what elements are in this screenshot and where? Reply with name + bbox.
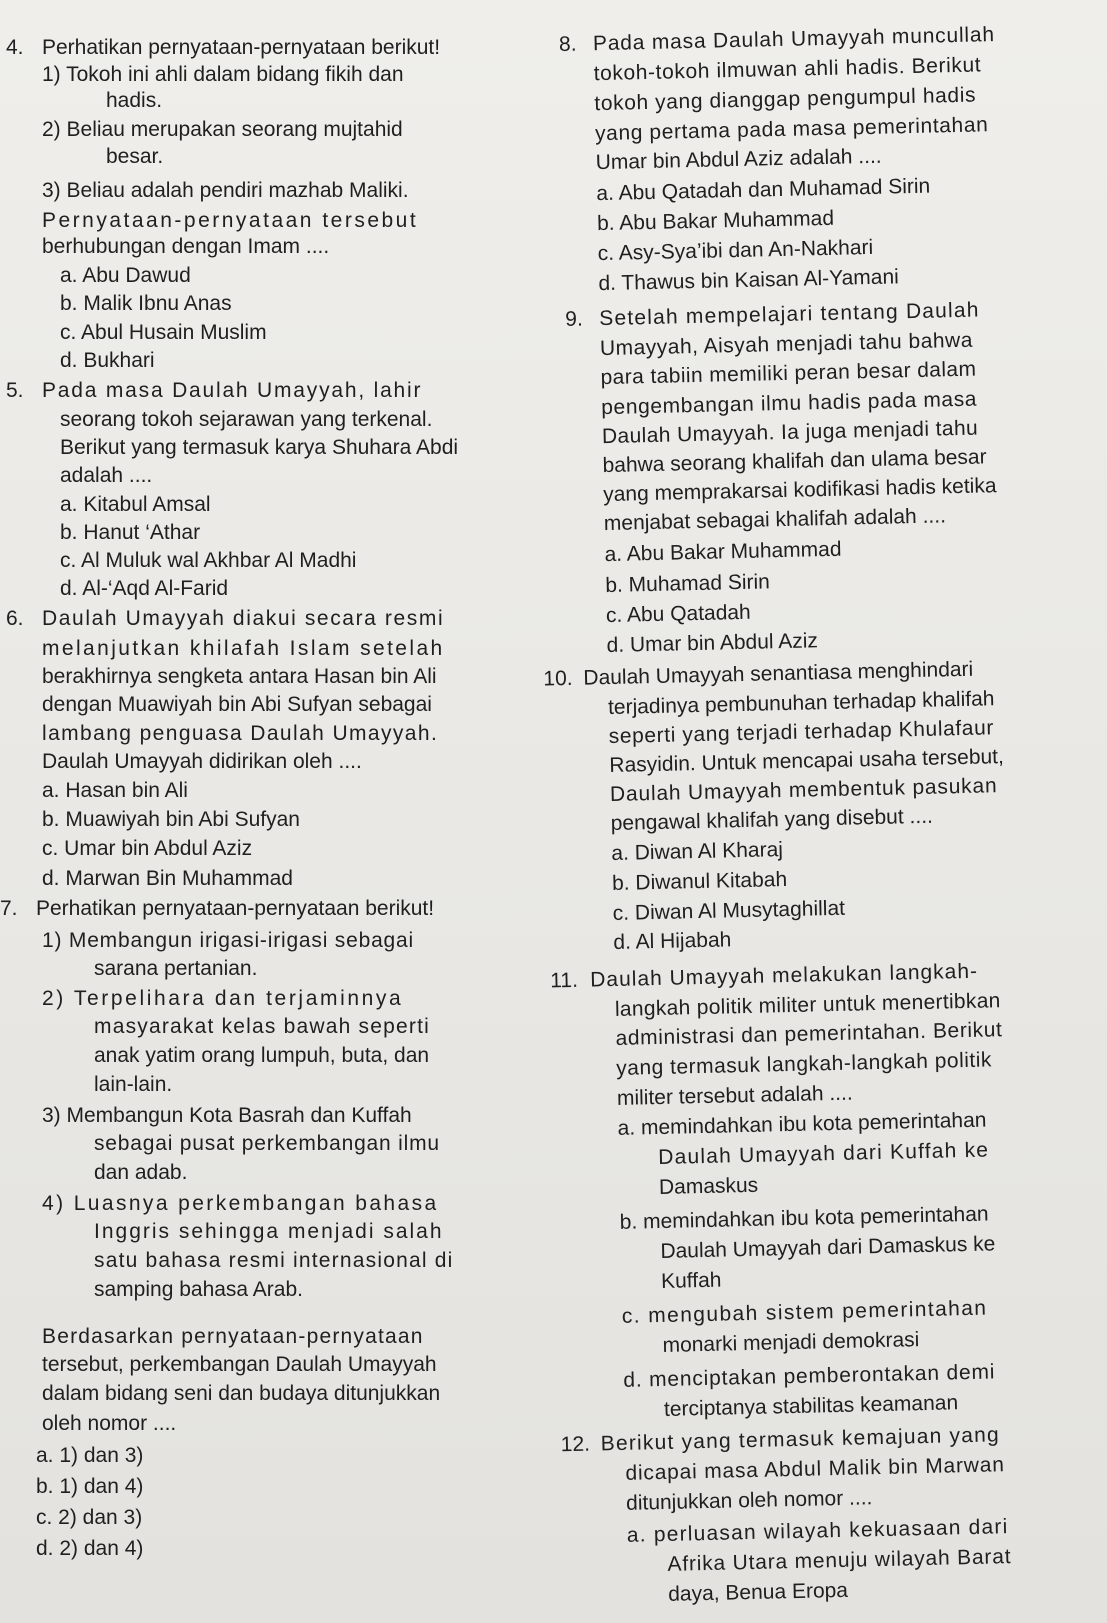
q12-option-a-cont: daya, Benua Eropa (667, 1578, 849, 1606)
q5-option-b[interactable]: b. Hanut ‘Athar (60, 521, 201, 544)
q10-line: Daulah Umayyah senantiasa menghindari (583, 657, 974, 690)
q11-line: yang termasuk langkah-langkah politik (615, 1048, 993, 1080)
q10-option-a[interactable]: a. Diwan Al Kharaj (611, 838, 784, 866)
q9-option-a[interactable]: a. Abu Bakar Muhammad (604, 537, 842, 567)
q6-line: berakhirnya sengketa antara Hasan bin Ali (42, 665, 437, 688)
q8-line: tokoh-tokoh ilmuwan ahli hadis. Berikut (593, 53, 982, 86)
q10-option-b[interactable]: b. Diwanul Kitabah (611, 868, 788, 895)
q6-option-d[interactable]: d. Marwan Bin Muhammad (42, 867, 293, 890)
q8-line: Umar bin Abdul Aziz adalah .... (595, 144, 882, 175)
q6-line: Daulah Umayyah didirikan oleh .... (42, 750, 362, 773)
q8-option-b[interactable]: b. Abu Bakar Muhammad (596, 206, 835, 236)
q7-statement: satu bahasa resmi internasional di (94, 1249, 454, 1272)
q11-line: langkah politik militer untuk menertibkan (614, 989, 1001, 1021)
q6-line: lambang penguasa Daulah Umayyah. (42, 722, 439, 745)
q5-line: Pada masa Daulah Umayyah, lahir (42, 379, 423, 402)
q6-option-b[interactable]: b. Muawiyah bin Abi Sufyan (42, 808, 300, 831)
q7-statement: 4) Luasnya perkembangan bahasa (42, 1192, 439, 1215)
q12-line: dicapai masa Abdul Malik bin Marwan (625, 1453, 1005, 1485)
q7-question: Berdasarkan pernyataan-pernyataan (42, 1325, 424, 1348)
q7-option-b[interactable]: b. 1) dan 4) (36, 1475, 144, 1498)
q11-line: Daulah Umayyah melakukan langkah- (589, 959, 979, 992)
q7-statement: 1) Membangun irigasi-irigasi sebagai (42, 929, 414, 952)
q4-number: 4. (6, 36, 24, 59)
q11-option-d[interactable]: d. menciptakan pemberontakan demi (623, 1360, 996, 1392)
q4-statement: 1) Tokoh ini ahli dalam bidang fikih dan (42, 63, 404, 86)
q11-option-a[interactable]: a. memindahkan ibu kota pemerintahan (617, 1108, 987, 1140)
q7-statement: sebagai pusat perkembangan ilmu (94, 1132, 440, 1155)
q10-line: terjadinya pembunuhan terhadap khalifah (607, 687, 995, 720)
q4-option-d[interactable]: d. Bukhari (60, 349, 155, 372)
q6-option-a[interactable]: a. Hasan bin Ali (42, 779, 188, 802)
q11-line: administrasi dan pemerintahan. Berikut (615, 1018, 1003, 1050)
q11-option-c[interactable]: c. mengubah sistem pemerintahan (621, 1296, 988, 1328)
q11-option-c-cont: monarki menjadi demokrasi (662, 1328, 920, 1357)
q4-option-a[interactable]: a. Abu Dawud (60, 264, 191, 287)
q7-statement: Inggris sehingga menjadi salah (94, 1220, 444, 1243)
q7-statement: lain-lain. (94, 1073, 173, 1096)
q6-line: Daulah Umayyah diakui secara resmi (42, 607, 445, 630)
q5-option-c[interactable]: c. Al Muluk wal Akhbar Al Madhi (60, 549, 357, 572)
q9-line: yang memprakarsai kodifikasi hadis ketika (602, 474, 997, 507)
q7-number: 7. (0, 897, 18, 920)
q8-option-d[interactable]: d. Thawus bin Kaisan Al-Yamani (598, 265, 900, 296)
q9-option-c[interactable]: c. Abu Qatadah (605, 600, 751, 628)
q9-line: bahwa seorang khalifah dan ulama besar (602, 445, 987, 478)
q7-option-a[interactable]: a. 1) dan 3) (36, 1444, 144, 1467)
q7-statement: 2) Terpelihara dan terjaminnya (42, 987, 404, 1010)
q7-statement: samping bahasa Arab. (94, 1278, 303, 1301)
q9-option-d[interactable]: d. Umar bin Abdul Aziz (606, 629, 819, 658)
q10-option-d[interactable]: d. Al Hijabah (613, 928, 732, 954)
q12-option-a[interactable]: a. perluasan wilayah kekuasaan dari (626, 1515, 1009, 1547)
q4-statement: hadis. (106, 89, 163, 112)
q12-line: Berikut yang termasuk kemajuan yang (600, 1423, 1001, 1456)
q9-option-b[interactable]: b. Muhamad Sirin (605, 570, 771, 598)
q10-line: Daulah Umayyah membentuk pasukan (609, 774, 998, 807)
q5-line: seorang tokoh sejarawan yang terkenal. (60, 408, 433, 431)
q9-number: 9. (564, 307, 584, 331)
q8-option-a[interactable]: a. Abu Qatadah dan Muhamad Sirin (596, 174, 931, 206)
q7-stem: Perhatikan pernyataan-pernyataan berikut! (36, 897, 435, 920)
q7-question: tersebut, perkembangan Daulah Umayyah (42, 1353, 437, 1376)
q4-question: Pernyataan-pernyataan tersebut (42, 209, 419, 232)
q11-option-a-cont: Damaskus (658, 1173, 759, 1200)
q7-option-d[interactable]: d. 2) dan 4) (36, 1537, 144, 1560)
q12-number: 12. (560, 1432, 591, 1457)
q4-question: berhubungan dengan Imam .... (42, 235, 330, 258)
q5-option-d[interactable]: d. Al-‘Aqd Al-Farid (60, 577, 229, 600)
q8-line: Pada masa Daulah Umayyah muncullah (592, 23, 996, 56)
q6-line: melanjutkan khilafah Islam setelah (42, 637, 445, 660)
q5-number: 5. (6, 379, 24, 402)
q4-statement: 2) Beliau merupakan seorang mujtahid (42, 118, 403, 141)
q5-line: Berikut yang termasuk karya Shuhara Abdi (60, 436, 459, 459)
q7-statement: masyarakat kelas bawah seperti (94, 1015, 430, 1038)
q7-option-c[interactable]: c. 2) dan 3) (36, 1506, 143, 1529)
q10-option-c[interactable]: c. Diwan Al Musytaghillat (612, 896, 846, 925)
q11-option-b-cont: Daulah Umayyah dari Damaskus ke (660, 1232, 996, 1263)
q11-option-d-cont: terciptanya stabilitas keamanan (663, 1391, 959, 1421)
q8-line: yang pertama pada masa pemerintahan (594, 113, 989, 146)
q11-option-b[interactable]: b. memindahkan ibu kota pemerintahan (619, 1202, 989, 1234)
q10-number: 10. (543, 666, 573, 691)
q4-statement: besar. (106, 145, 164, 168)
q10-line: Rasyidin. Untuk mencapai usaha tersebut, (609, 745, 1005, 778)
q7-question: oleh nomor .... (42, 1412, 177, 1435)
q8-number: 8. (558, 32, 577, 56)
q5-option-a[interactable]: a. Kitabul Amsal (60, 493, 211, 516)
q4-statement: 3) Beliau adalah pendiri mazhab Maliki. (42, 179, 409, 202)
q7-statement: dan adab. (94, 1161, 188, 1184)
q10-line: seperti yang terjadi terhadap Khulafaur (608, 716, 995, 749)
q9-line: menjabat sebagai khalifah adalah .... (603, 504, 947, 536)
q6-option-c[interactable]: c. Umar bin Abdul Aziz (42, 837, 253, 860)
q4-stem: Perhatikan pernyataan-pernyataan berikut! (42, 36, 441, 59)
q7-statement: sarana pertanian. (94, 957, 258, 980)
q11-option-a-cont: Daulah Umayyah dari Kuffah ke (658, 1138, 990, 1170)
q12-line: ditunjukkan oleh nomor .... (625, 1486, 873, 1515)
q7-statement: 3) Membangun Kota Basrah dan Kuffah (42, 1104, 412, 1127)
q11-number: 11. (549, 968, 579, 993)
q12-option-a-cont: Afrika Utara menuju wilayah Barat (667, 1545, 1012, 1576)
q9-line: Daulah Umayyah. Ia juga menjadi tahu (601, 416, 979, 449)
q11-line: militer tersebut adalah .... (616, 1081, 853, 1110)
q9-line: pengembangan ilmu hadis pada masa (600, 387, 978, 420)
q9-line: Umayyah, Aisyah menjadi tahu bahwa (599, 328, 974, 361)
q5-line: adalah .... (60, 464, 153, 487)
q6-number: 6. (6, 607, 24, 630)
q7-question: dalam bidang seni dan budaya ditunjukkan (42, 1382, 441, 1405)
q4-option-c[interactable]: c. Abul Husain Muslim (60, 321, 267, 344)
q9-line: para tabiin memiliki peran besar dalam (600, 357, 977, 390)
q4-option-b[interactable]: b. Malik Ibnu Anas (60, 292, 232, 315)
q7-statement: anak yatim orang lumpuh, buta, dan (94, 1044, 430, 1067)
q8-option-c[interactable]: c. Asy-Sya’ibi dan An-Nakhari (597, 235, 874, 266)
q10-line: pengawal khalifah yang disebut .... (610, 804, 934, 836)
q11-option-b-cont: Kuffah (660, 1268, 722, 1293)
q9-line: Setelah mempelajari tentang Daulah (598, 298, 980, 331)
q8-line: tokoh yang dianggap pengumpul hadis (594, 83, 977, 116)
q6-line: dengan Muawiyah bin Abi Sufyan sebagai (42, 693, 432, 716)
